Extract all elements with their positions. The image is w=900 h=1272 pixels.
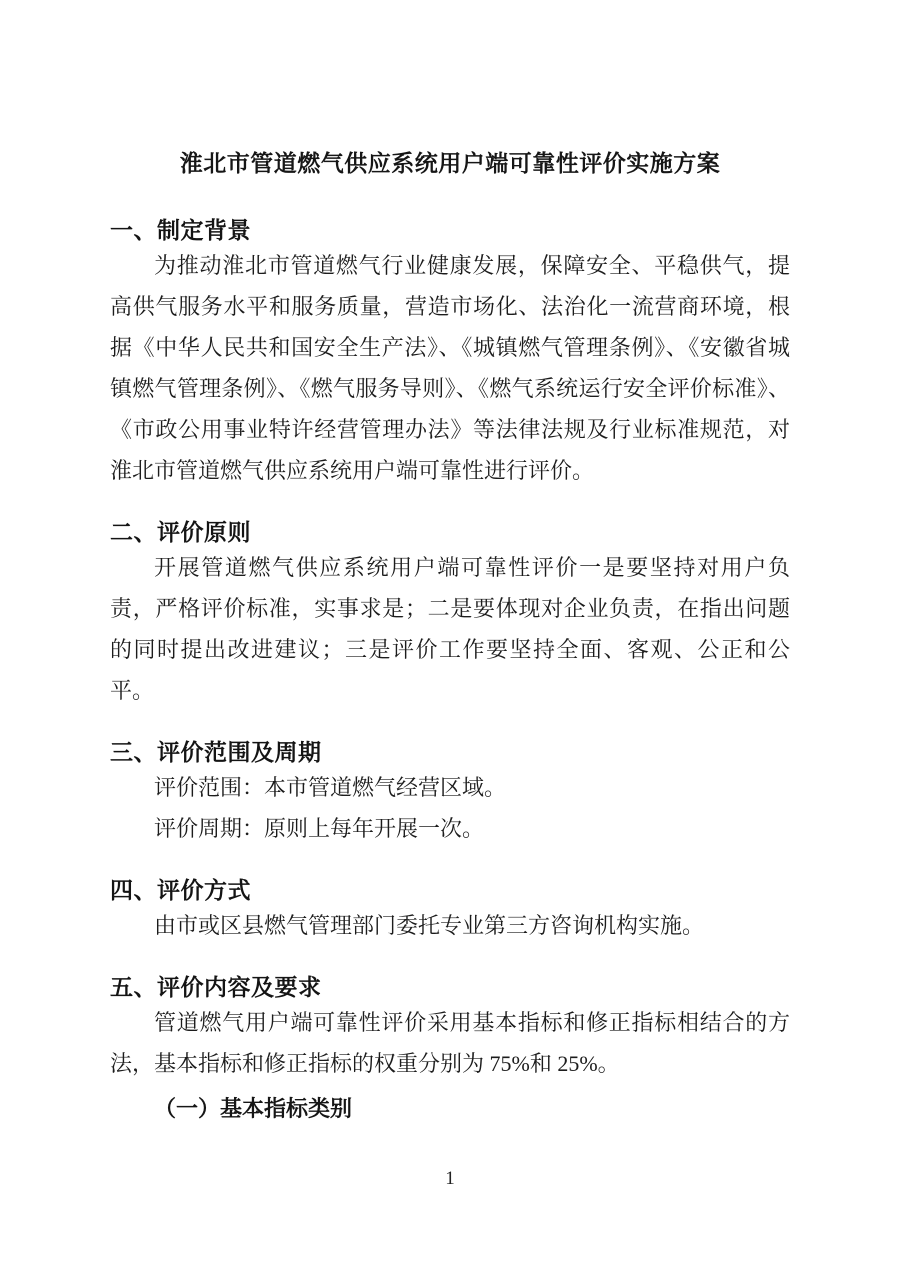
section-2-paragraph: 开展管道燃气供应系统用户端可靠性评价一是要坚持对用户负责，严格评价标准，实事求是；二是要体现对企业负责，在指出问题的同时提出改进建议；三是评价工作要坚持全面、客观、公正和公平。 [110,555,790,703]
section-3-paragraph-scope: 评价范围：本市管道燃气经营区域。 [154,775,507,800]
section-heading-5: 五、评价内容及要求 [110,974,322,1000]
section-content-requirements [110,972,790,1129]
page-number: 1 [445,1168,455,1189]
section-method [110,875,790,946]
section-heading-4: 四、评价方式 [110,877,251,903]
document-title: 淮北市管道燃气供应系统用户端可靠性评价实施方案 [179,150,721,176]
section-heading-1: 一、制定背景 [110,217,251,243]
section-heading-2: 二、评价原则 [110,519,251,545]
section-5-paragraph: 管道燃气用户端可靠性评价采用基本指标和修正指标相结合的方法，基本指标和修正指标的权重分别为 75%和 25%。 [110,1010,790,1076]
section-4-paragraph: 由市或区县燃气管理部门委托专业第三方咨询机构实施。 [154,913,705,938]
section-5-subheading: （一）基本指标类别 [154,1096,353,1121]
section-background [110,215,790,491]
section-principles [110,517,790,711]
section-1-paragraph: 为推动淮北市管道燃气行业健康发展，保障安全、平稳供气，提高供气服务水平和服务质量，营造市场化、法治化一流营商环境，根据《中华人民共和国安全生产法》、《城镇燃气管理条例》、《安徽省城镇燃气管理条例》、《燃气服务导则》、《燃气系统运行安全评价标准》、《市政公用事业特许经营管理办法》等法律法规及行业标准规范，对淮北市管道燃气供应系统用户端可靠性进行评价。 [110,253,790,483]
section-3-paragraph-cycle: 评价周期：原则上每年开展一次。 [154,816,485,841]
section-heading-3: 三、评价范围及周期 [110,739,322,765]
section-scope-cycle [110,737,790,849]
